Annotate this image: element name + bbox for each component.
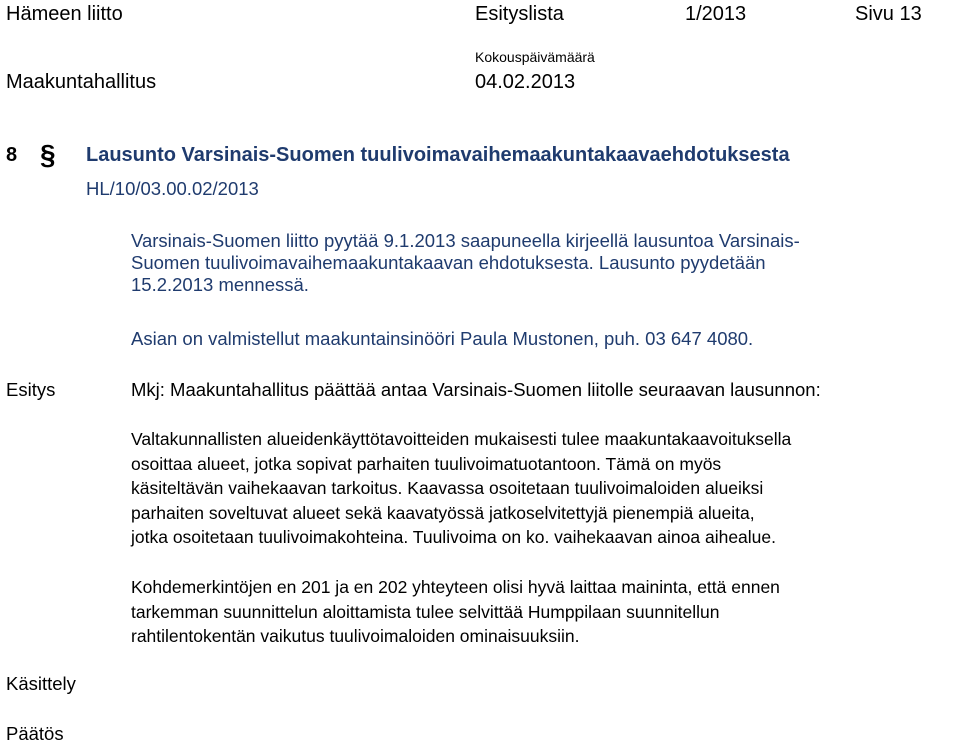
statement-line: rahtilentokentän vaikutus tuulivoimaloiden ominaisuuksiin. [131, 626, 580, 646]
doc-number: 1/2013 [685, 3, 747, 25]
handling-label: Käsittely [6, 673, 76, 694]
meeting-date: 04.02.2013 [475, 71, 576, 93]
statement-line: jotka osoitetaan tuulivoimakohteina. Tuulivoima on ko. vaihekaavan ainoa aihealue. [131, 527, 777, 547]
statement-line: osoittaa alueet, jotka sopivat parhaiten tuulivoimatuotantoon. Tämä on myös [131, 453, 722, 474]
reference-number: HL/10/03.00.02/2013 [86, 178, 259, 199]
item-title: Lausunto Varsinais-Suomen tuulivoimavaihemaakuntakaavaehdotuksesta [86, 144, 790, 166]
statement-paragraph-2 [131, 575, 780, 649]
decision-label: Päätös [6, 723, 64, 744]
page-number: Sivu 13 [855, 3, 922, 25]
meeting-date-label: Kokouspäivämäärä [475, 49, 595, 65]
statement-line: käsiteltävän vaihekaavan tarkoitus. Kaavassa osoitetaan tuulivoimaloiden alueiksi [131, 478, 764, 498]
statement-line: Kohdemerkintöjen en 201 ja en 202 yhteyteen olisi hyvä laittaa maininta, että ennen [131, 577, 780, 597]
statement-line: parhaiten soveltuvat alueet sekä kaavatyössä jatkoselvitettyjä pienempiä alueita, [131, 502, 755, 523]
statement-paragraph-1 [131, 427, 791, 550]
statement-line: tarkemman suunnittelun aloittamista tulee selvittää Humppilaan suunnitellun [131, 601, 720, 622]
background-line: Suomen tuulivoimavaihemaakuntakaavan ehdotuksesta. Lausunto pyydetään [131, 252, 766, 273]
doc-type: Esityslista [475, 3, 564, 25]
background-line: Varsinais-Suomen liitto pyytää 9.1.2013 saapuneella kirjeellä lausuntoa Varsinais- [131, 230, 800, 251]
background-line: 15.2.2013 mennessä. [131, 274, 309, 295]
proposal-intro: Mkj: Maakuntahallitus päättää antaa Varsinais-Suomen liitolle seuraavan lausunnon: [131, 379, 821, 400]
proposal-label: Esitys [6, 379, 56, 400]
preparer-info: Asian on valmistellut maakuntainsinööri Paula Mustonen, puh. 03 647 4080. [131, 328, 754, 349]
item-number: 8 [6, 144, 18, 166]
background-paragraph [131, 230, 800, 296]
governing-body: Maakuntahallitus [6, 71, 157, 93]
org-name: Hämeen liitto [6, 3, 123, 25]
section-symbol: § [40, 139, 56, 170]
statement-line: Valtakunnallisten alueidenkäyttötavoitteiden mukaisesti tulee maakuntakaavoituksella [131, 429, 792, 449]
